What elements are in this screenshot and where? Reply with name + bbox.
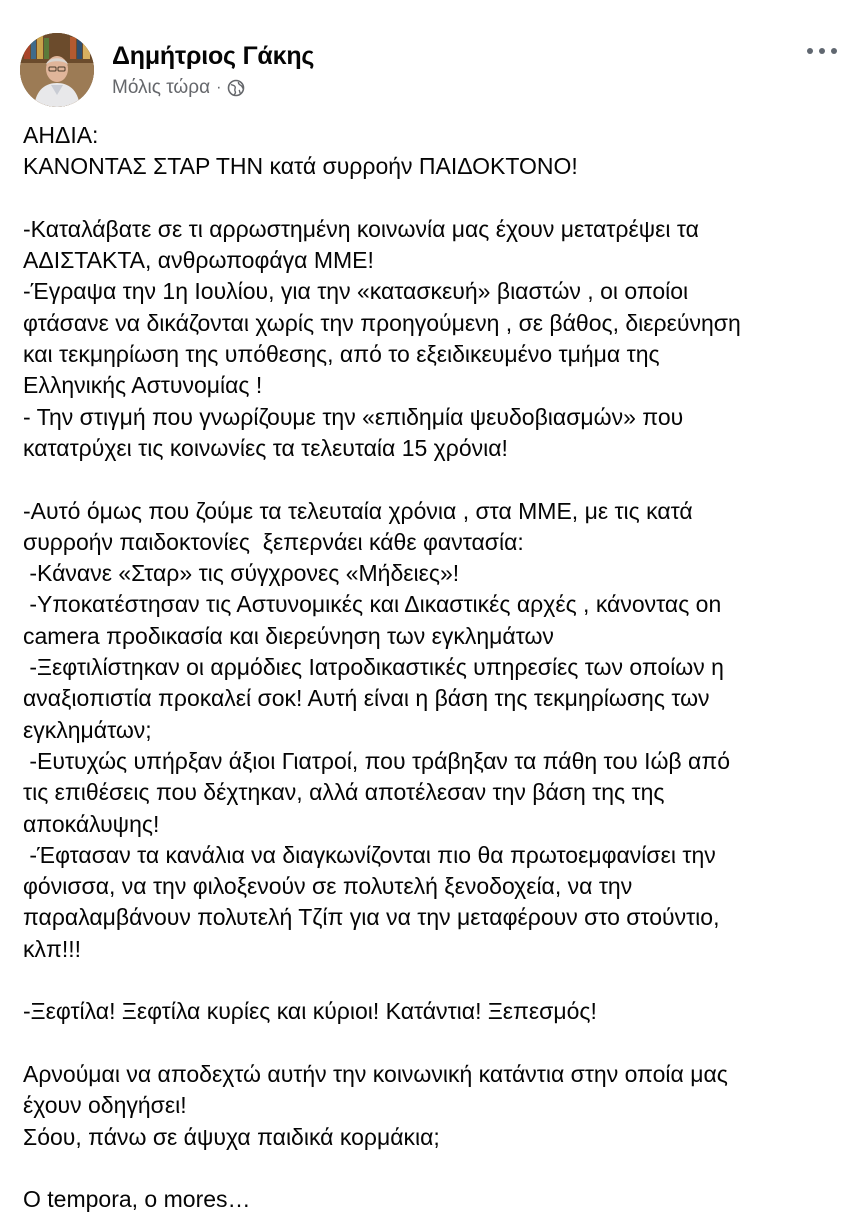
globe-icon[interactable]	[227, 79, 245, 97]
post-text-line: κλπ!!!	[23, 935, 82, 962]
post-text-line: τις επιθέσεις που δέχτηκαν, αλλά αποτέλεσαν την βάση της της	[23, 779, 665, 806]
post-text-line: camera προδικασία και διερεύνηση των εγκλημάτων	[23, 622, 554, 649]
blank-line	[23, 965, 848, 996]
post-text-line: αναξιοπιστία προκαλεί σοκ! Αυτή είναι η βάση της τεκμηρίωσης των	[23, 685, 710, 712]
post-text-line: κατατρύχει τις κοινωνίες τα τελευταία 15 χρόνια!	[23, 434, 508, 461]
post-text-line: Σόου, πάνω σε άψυχα παιδικά κορμάκια;	[23, 1123, 440, 1150]
post-text-line: ΑΗΔΙΑ:	[23, 122, 99, 148]
meta-separator: ·	[216, 79, 222, 96]
blank-line	[23, 464, 848, 495]
post-text-line: φόνισσα, να την φιλοξενούν σε πολυτελή ξενοδοχεία, να την	[23, 873, 633, 900]
post-text-line: παραλαμβάνουν πολυτελή Τζίπ για να την μεταφέρουν στο στούντιο,	[23, 904, 720, 931]
post-text-line: O tempora, o mores…	[23, 1186, 251, 1213]
post-text-line: φτάσανε να δικάζονται χωρίς την προηγούμενη , σε βάθος, διερεύνηση	[23, 309, 741, 336]
more-dot	[819, 48, 825, 54]
profile-photo-icon	[20, 33, 94, 107]
post-text-line: -Έφτασαν τα κανάλια να διαγκωνίζονται πιο θα πρωτοεμφανίσει την	[23, 841, 716, 868]
post-meta	[112, 74, 245, 102]
post-text-line: -Αυτό όμως που ζούμε τα τελευταία χρόνια , στα ΜΜΕ, με τις κατά	[23, 497, 693, 524]
post-header	[20, 33, 841, 107]
blank-line	[23, 183, 848, 214]
post-text-line: -Καταλάβατε σε τι αρρωστημένη κοινωνία μας έχουν μετατρέψει τα	[23, 215, 699, 242]
post-text-line: εγκλημάτων;	[23, 716, 152, 743]
post-text-line: -Ξεφτιλίστηκαν οι αρμόδιες Ιατροδικαστικές υπηρεσίες των οποίων η	[23, 654, 724, 681]
post-timestamp[interactable]: Μόλις τώρα	[112, 77, 211, 98]
post-text-line: -Έγραψα την 1η Ιουλίου, για την «κατασκευή» βιαστών , οι οποίοι	[23, 278, 689, 305]
avatar[interactable]	[20, 33, 94, 107]
blank-line	[23, 1028, 848, 1059]
post-text-line: - Την στιγμή που γνωρίζουμε την «επιδημία ψευδοβιασμών» που	[23, 403, 684, 430]
more-options-icon[interactable]	[807, 41, 837, 61]
post-text-line: Αρνούμαι να αποδεχτώ αυτήν την κοινωνική κατάντια στην οποία μας	[23, 1060, 728, 1087]
more-dot	[831, 48, 837, 54]
post-text-line: και τεκμηρίωση της υπόθεσης, από το εξειδικευμένο τμήμα της	[23, 341, 660, 368]
post-text-line: -Κάνανε «Σταρ» τις σύγχρονες «Μήδειες»!	[23, 560, 460, 587]
post-text-line: αποκάλυψης!	[23, 810, 160, 837]
post-text-line: Ελληνικής Αστυνομίας !	[23, 372, 263, 399]
post-text-line: -Υποκατέστησαν τις Αστυνομικές και Δικαστικές αρχές , κάνοντας on	[23, 591, 722, 618]
post-text-line: συρροήν παιδοκτονίες ξεπερνάει κάθε φαντασία:	[23, 528, 524, 555]
blank-line	[23, 1153, 848, 1184]
post-text-line: ΚΑΝΟΝΤΑΣ ΣΤΑΡ ΤΗΝ κατά συρροήν ΠΑΙΔΟΚΤΟΝΟ!	[23, 153, 578, 180]
post-body	[23, 120, 848, 1215]
post-text-line: ΑΔΙΣΤΑΚΤΑ, ανθρωποφάγα ΜΜΕ!	[23, 247, 374, 274]
post-text-line: -Ξεφτίλα! Ξεφτίλα κυρίες και κύριοι! Κατάντια! Ξεπεσμός!	[23, 998, 597, 1025]
more-dot	[807, 48, 813, 54]
post-text-line: έχουν οδηγήσει!	[23, 1092, 187, 1119]
author-name[interactable]: Δημήτριος Γάκης	[112, 42, 315, 70]
post-text-line: -Ευτυχώς υπήρξαν άξιοι Γιατροί, που τράβηξαν τα πάθη του Ιώβ από	[23, 747, 731, 774]
